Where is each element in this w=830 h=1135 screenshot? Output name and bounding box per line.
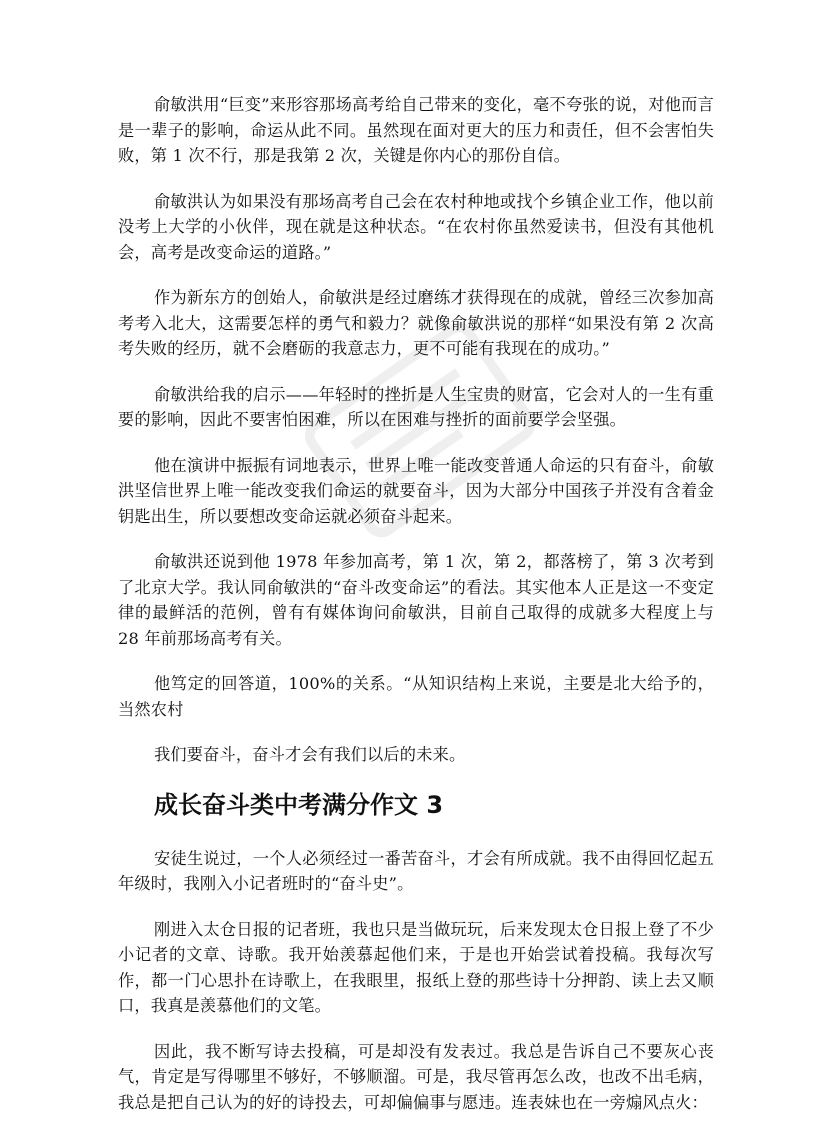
paragraph: 我们要奋斗，奋斗才会有我们以后的未来。 — [154, 745, 466, 764]
paragraph: 刚进入太仓日报的记者班，我也只是当做玩玩，后来发现太仓日报上登了不少小记者的文章、诗歌。我开始羡慕起他们来，于是也开始尝试着投稿。我每次写作，都一门心思扑在诗歌上，在我眼里，报纸上登的那些诗十分押韵、读上去又顺口，我真是羡慕他们的文笔。 — [118, 919, 714, 1015]
paragraph: 俞敏洪用“巨变”来形容那场高考给自己带来的变化，毫不夸张的说，对他而言是一辈子的影响，命运从此不同。虽然现在面对更大的压力和责任，但不会害怕失败，第 1 次不行，那是我第 2 次，关键是你内心的那份自信。 — [118, 95, 714, 165]
paragraph: 俞敏洪还说到他 1978 年参加高考，第 1 次，第 2，都落榜了，第 3 次考到了北京大学。我认同俞敏洪的“奋斗改变命运”的看法。其实他本人正是这一不变定律的最鲜活的范例，曾有有媒体询问俞敏洪，目前自己取得的成就多大程度上与 28 年前那场高考有关。 — [118, 552, 714, 648]
paragraph: 他在演讲中振振有词地表示，世界上唯一能改变普通人命运的只有奋斗，俞敏洪坚信世界上唯一能改变我们命运的就要奋斗，因为大部分中国孩子并没有含着金钥匙出生，所以要想改变命运就必须奋斗起来。 — [118, 455, 714, 526]
section-heading: 成长奋斗类中考满分作文 3 — [154, 790, 444, 819]
paragraph: 俞敏洪给我的启示——年轻时的挫折是人生宝贵的财富，它会对人的一生有重要的影响，因此不要害怕困难，所以在困难与挫折的面前要学会坚强。 — [118, 384, 714, 429]
paragraph: 俞敏洪认为如果没有那场高考自己会在农村种地或找个乡镇企业工作，他以前没考上大学的小伙伴，现在就是这种状态。“在农村你虽然爱读书，但没有其他机会，高考是改变命运的道路。” — [118, 191, 714, 262]
paragraph: 因此，我不断写诗去投稿，可是却没有发表过。我总是告诉自己不要灰心丧气，肯定是写得哪里不够好，不够顺溜。可是，我尽管再怎么改，也改不出毛病，我总是把自己认为的好的诗投去，可却偏偏事与愿违。连表妹也在一旁煽风点火： — [118, 1041, 714, 1112]
paragraph: 他笃定的回答道，100%的关系。“从知识结构上来说，主要是北大给予的，当然农村 — [118, 674, 714, 719]
document-body — [118, 92, 714, 1135]
paragraph: 作为新东方的创始人，俞敏洪是经过磨练才获得现在的成就，曾经三次参加高考考入北大，这需要怎样的勇气和毅力？就像俞敏洪说的那样“如果没有第 2 次高考失败的经历，就不会磨砺的我意志力，更不可能有我现在的成功。” — [118, 288, 714, 358]
paragraph: 安徒生说过，一个人必须经过一番苦奋斗，才会有所成就。我不由得回忆起五年级时，我刚入小记者班时的“奋斗史”。 — [118, 848, 714, 893]
